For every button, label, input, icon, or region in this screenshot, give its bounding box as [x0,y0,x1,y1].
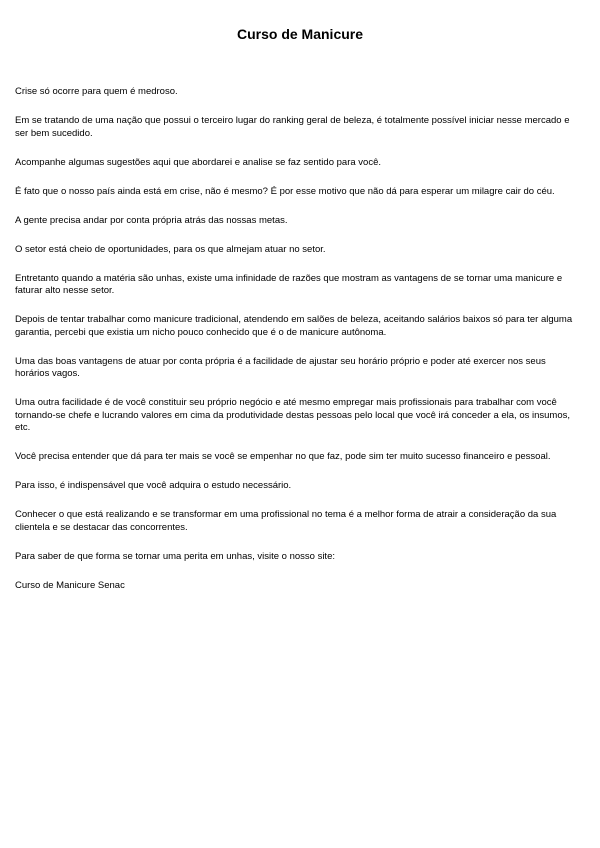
paragraph: Para isso, é indispensável que você adquira o estudo necessário. [15,480,292,491]
paragraph: É fato que o nosso país ainda está em crise, não é mesmo? É por esse motivo que não dá para esperar um milagre cair do céu. [15,185,555,197]
paragraph: Conhecer o que está realizando e se transformar em uma profissional no tema é a melhor forma de atrair a consideração da sua clientela e se destacar das concorrentes. [15,509,557,533]
paragraph: O setor está cheio de oportunidades, para os que almejam atuar no setor. [15,243,326,255]
paragraph: Acompanhe algumas sugestões aqui que abordarei e analise se faz sentido para você. [15,156,381,168]
paragraph: Em se tratando de uma nação que possui o terceiro lugar do ranking geral de beleza, é totalmente possível iniciar nesse mercado e ser bem sucedido. [15,115,570,139]
site-link-text: Curso de Manicure Senac [15,579,125,591]
paragraph: Crise só ocorre para quem é medroso. [15,86,178,97]
paragraph: Para saber de que forma se tornar uma perita em unhas, visite o nosso site: [15,550,335,562]
document-body [15,86,577,609]
page-title: Curso de Manicure [236,26,364,42]
paragraph: Você precisa entender que dá para ter mais se você se empenhar no que faz, pode sim ter muito sucesso financeiro e pessoal. [15,451,551,462]
paragraph: Entretanto quando a matéria são unhas, existe uma infinidade de razões que mostram as vantagens de se tornar uma manicure e faturar alto nesse setor. [15,272,563,296]
paragraph: Depois de tentar trabalhar como manicure tradicional, atendendo em salões de beleza, aceitando salários baixos só para ter alguma garantia, percebi que existia um nicho pouco conhecido que é o de manicure autônoma. [15,314,573,338]
paragraph: A gente precisa andar por conta própria atrás das nossas metas. [15,214,288,226]
paragraph: Uma das boas vantagens de atuar por conta própria é a facilidade de ajustar seu horário próprio e poder até exercer nos seus horários vagos. [15,355,546,379]
paragraph: Uma outra facilidade é de você constituir seu próprio negócio e até mesmo empregar mais profissionais para trabalhar com você tornando-se chefe e lucrando valores em cima da produtividade destas pessoas pelo local que você irá conceder a ela, os insumos, etc. [15,397,571,433]
